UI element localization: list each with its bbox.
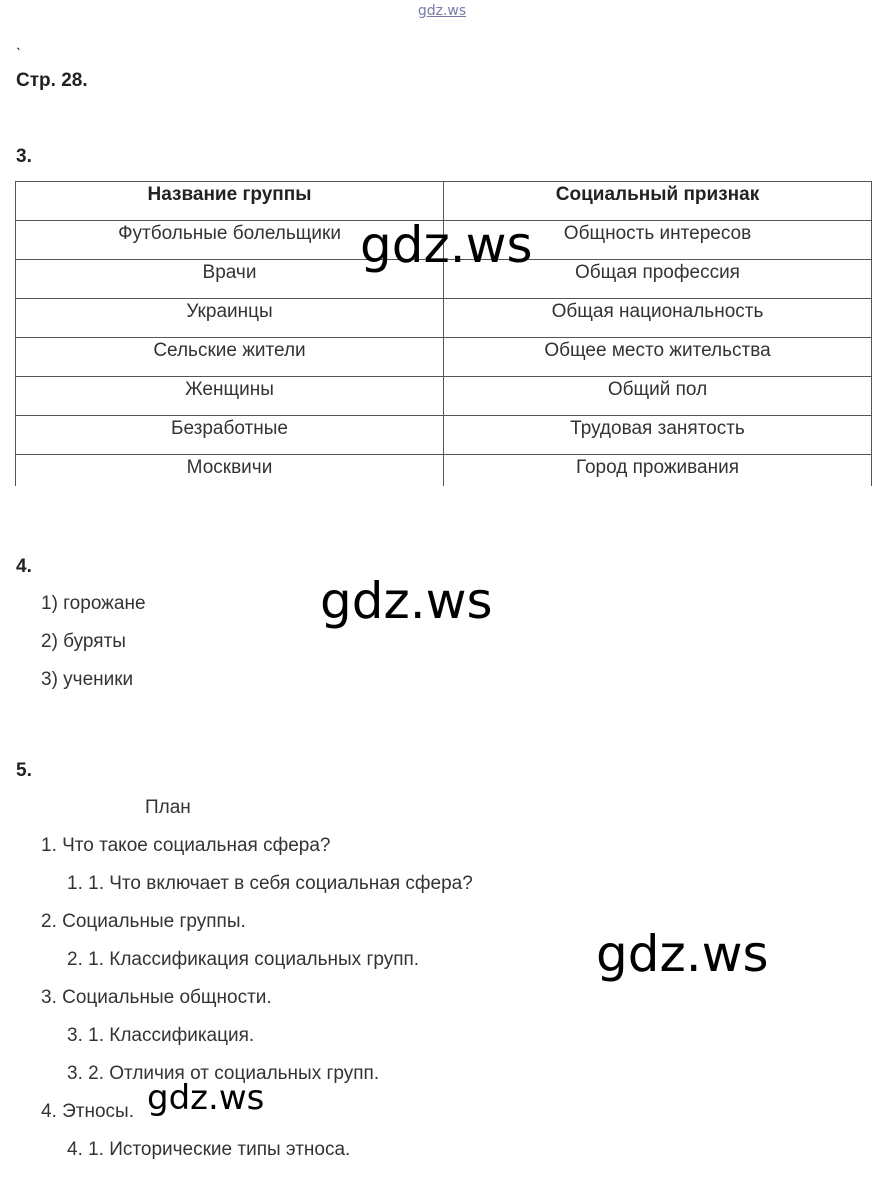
table-cell: Трудовая занятость — [444, 416, 872, 455]
table-cell: Врачи — [16, 260, 444, 299]
table-cell: Москвичи — [16, 455, 444, 487]
table-row — [16, 377, 872, 416]
table-row — [16, 455, 872, 487]
list-item: 3. 2. Отличия от социальных групп. — [67, 1063, 380, 1084]
task-3-number: 3. — [16, 146, 32, 167]
list-item: 2. 1. Классификация социальных групп. — [67, 949, 420, 970]
table-row — [16, 416, 872, 455]
list-item: 1. 1. Что включает в себя социальная сфера? — [67, 873, 473, 894]
list-item: 1) горожане — [41, 593, 146, 614]
table-cell: Общее место жительства — [444, 338, 872, 377]
watermark: gdz.ws — [147, 1078, 265, 1118]
list-item: 2) буряты — [41, 631, 126, 652]
table-cell: Украинцы — [16, 299, 444, 338]
table-cell: Общий пол — [444, 377, 872, 416]
plan-title: План — [145, 797, 191, 818]
task-5-number: 5. — [16, 760, 32, 781]
table-row — [16, 299, 872, 338]
list-item: 4. 1. Исторические типы этноса. — [67, 1139, 351, 1160]
table-cell: Сельские жители — [16, 338, 444, 377]
list-item: 3. Социальные общности. — [41, 987, 272, 1008]
table-cell: Общность интересов — [444, 221, 872, 260]
list-item: 4. Этносы. — [41, 1101, 134, 1122]
table-cell: Город проживания — [444, 455, 872, 487]
top-watermark: gdz.ws — [417, 3, 467, 19]
table-cell: Общая национальность — [444, 299, 872, 338]
watermark: gdz.ws — [320, 572, 493, 630]
table-row — [16, 338, 872, 377]
watermark: gdz.ws — [596, 925, 769, 983]
list-item: 2. Социальные группы. — [41, 911, 246, 932]
table-cell: Женщины — [16, 377, 444, 416]
stray-mark: ˎ — [16, 34, 22, 51]
watermark: gdz.ws — [360, 216, 533, 274]
table-cell: Футбольные болельщики — [16, 221, 444, 260]
table-cell: Общая профессия — [444, 260, 872, 299]
list-item: 1. Что такое социальная сфера? — [41, 835, 331, 856]
list-item: 3) ученики — [41, 669, 134, 690]
table-cell: Безработные — [16, 416, 444, 455]
task-4-number: 4. — [16, 556, 32, 577]
list-item: 3. 1. Классификация. — [67, 1025, 255, 1046]
page-title: Стр. 28. — [16, 70, 88, 91]
table-header-cell: Название группы — [16, 182, 444, 221]
table-header-row — [16, 182, 872, 221]
table-header-cell: Социальный признак — [444, 182, 872, 221]
